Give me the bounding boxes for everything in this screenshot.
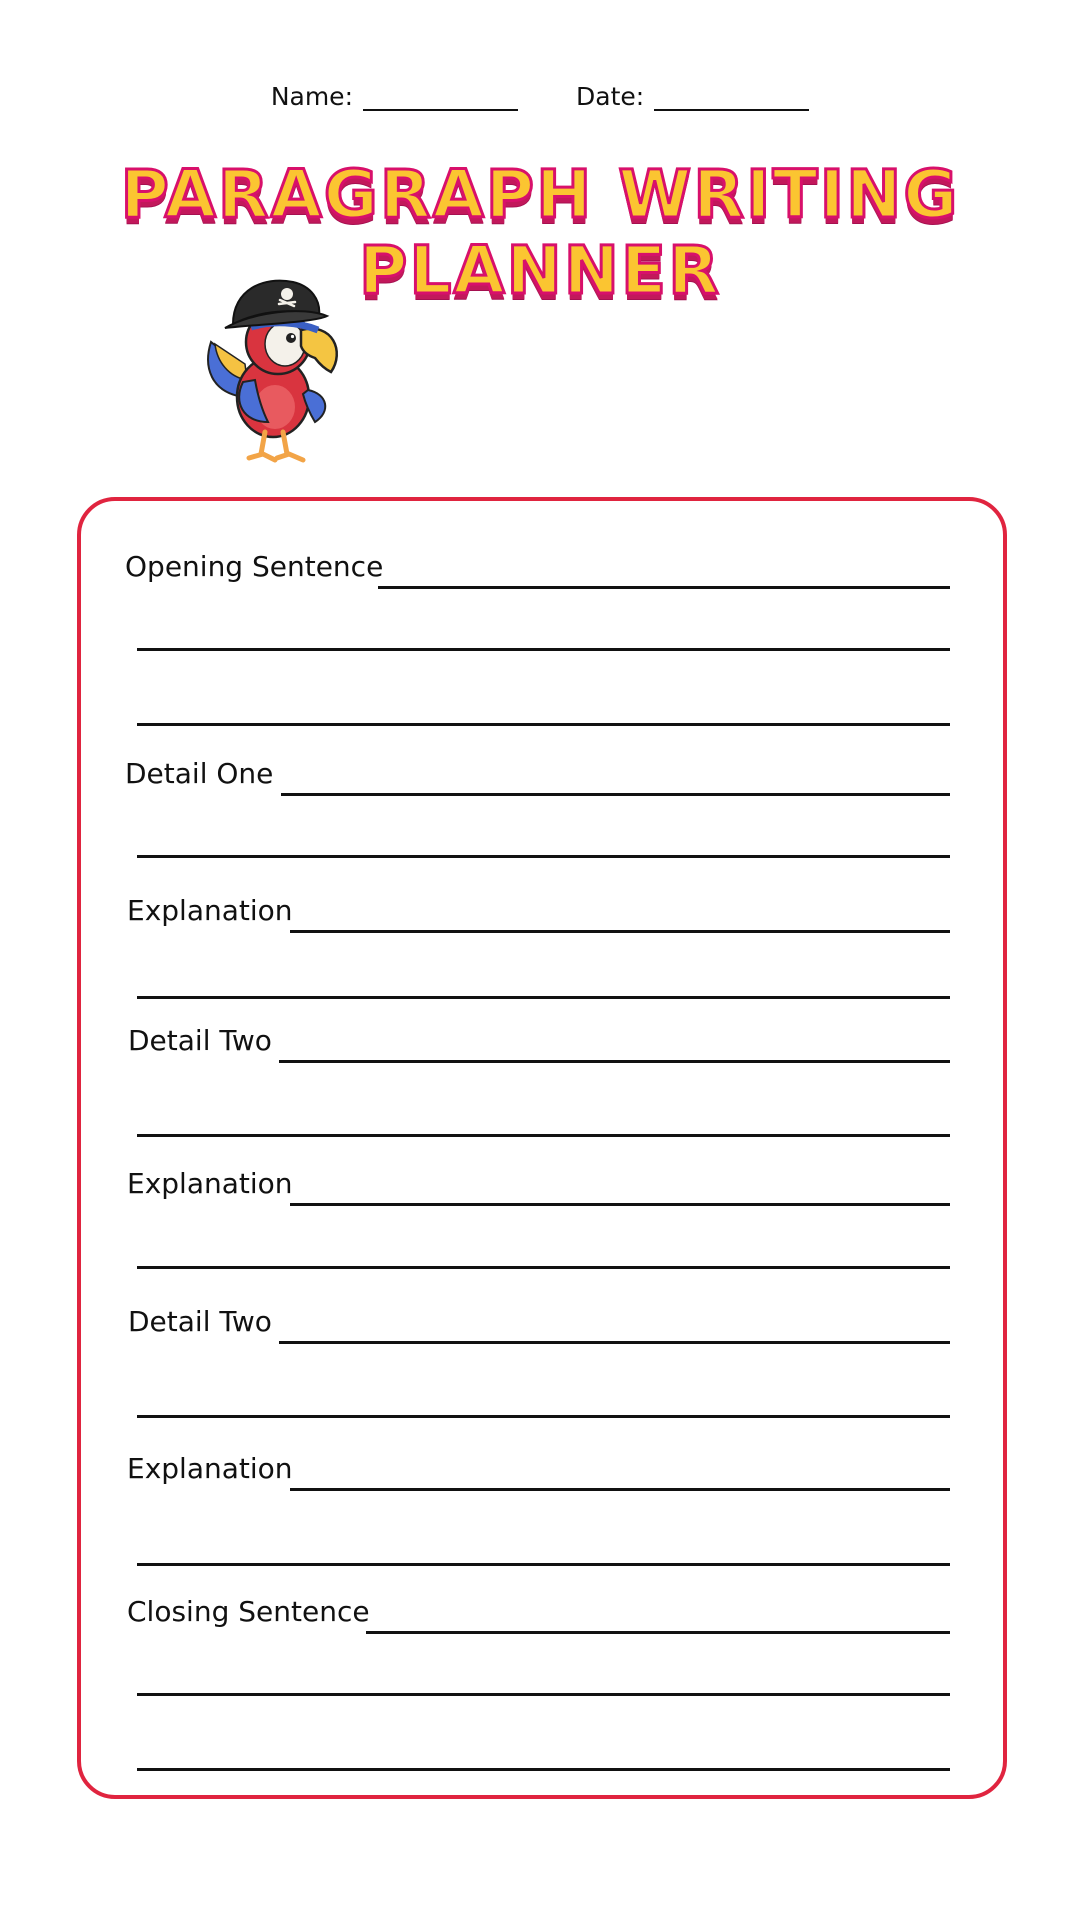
writing-line[interactable] bbox=[279, 1060, 950, 1063]
name-label: Name: bbox=[270, 82, 353, 111]
writing-line[interactable] bbox=[137, 996, 950, 999]
name-blank-line[interactable] bbox=[363, 83, 518, 111]
section-label: Detail Two bbox=[128, 1024, 272, 1057]
date-blank-line[interactable] bbox=[654, 83, 809, 111]
section-label: Detail One bbox=[125, 757, 274, 790]
section-label: Explanation bbox=[127, 894, 293, 927]
detail-one-row[interactable] bbox=[81, 756, 1003, 796]
title-line-1: PARAGRAPH WRITING bbox=[120, 156, 960, 233]
date-field[interactable] bbox=[576, 82, 809, 111]
detail-two-row[interactable] bbox=[81, 1304, 1003, 1344]
writing-line[interactable] bbox=[281, 793, 950, 796]
writing-line[interactable] bbox=[290, 1203, 950, 1206]
writing-line[interactable] bbox=[137, 1693, 950, 1696]
writing-line[interactable] bbox=[137, 1563, 950, 1566]
writing-line[interactable] bbox=[137, 648, 950, 651]
writing-line-row[interactable] bbox=[81, 611, 1003, 651]
title-line-2: PLANNER bbox=[359, 232, 721, 309]
writing-line-row[interactable] bbox=[81, 1229, 1003, 1269]
section-label: Explanation bbox=[127, 1452, 293, 1485]
writing-line-row[interactable] bbox=[81, 818, 1003, 858]
section-label: Explanation bbox=[127, 1167, 293, 1200]
detail-two-row[interactable] bbox=[81, 1023, 1003, 1063]
header bbox=[0, 82, 1080, 111]
writing-line[interactable] bbox=[290, 1488, 950, 1491]
writing-line[interactable] bbox=[137, 855, 950, 858]
writing-line[interactable] bbox=[137, 1266, 950, 1269]
writing-line[interactable] bbox=[137, 1415, 950, 1418]
pirate-parrot-illustration bbox=[203, 272, 373, 472]
date-label: Date: bbox=[576, 82, 645, 111]
explanation-row[interactable] bbox=[81, 1451, 1003, 1491]
writing-line[interactable] bbox=[137, 723, 950, 726]
section-label: Closing Sentence bbox=[127, 1595, 370, 1628]
opening-sentence-row[interactable] bbox=[81, 549, 1003, 589]
writing-line[interactable] bbox=[137, 1768, 950, 1771]
writing-line-row[interactable] bbox=[81, 1731, 1003, 1771]
closing-sentence-row[interactable] bbox=[81, 1594, 1003, 1634]
explanation-row[interactable] bbox=[81, 893, 1003, 933]
writing-line-row[interactable] bbox=[81, 686, 1003, 726]
writing-line[interactable] bbox=[378, 586, 950, 589]
writing-line-row[interactable] bbox=[81, 1378, 1003, 1418]
name-field[interactable] bbox=[271, 82, 518, 111]
writing-line-row[interactable] bbox=[81, 1526, 1003, 1566]
section-label: Detail Two bbox=[128, 1305, 272, 1338]
page-title bbox=[0, 158, 1080, 308]
section-label: Opening Sentence bbox=[125, 550, 384, 583]
writing-line-row[interactable] bbox=[81, 1656, 1003, 1696]
writing-line-row[interactable] bbox=[81, 959, 1003, 999]
writing-line-row[interactable] bbox=[81, 1097, 1003, 1137]
writing-line[interactable] bbox=[279, 1341, 950, 1344]
writing-line[interactable] bbox=[366, 1631, 950, 1634]
writing-line[interactable] bbox=[290, 930, 950, 933]
planner-box bbox=[77, 497, 1007, 1799]
writing-line[interactable] bbox=[137, 1134, 950, 1137]
explanation-row[interactable] bbox=[81, 1166, 1003, 1206]
